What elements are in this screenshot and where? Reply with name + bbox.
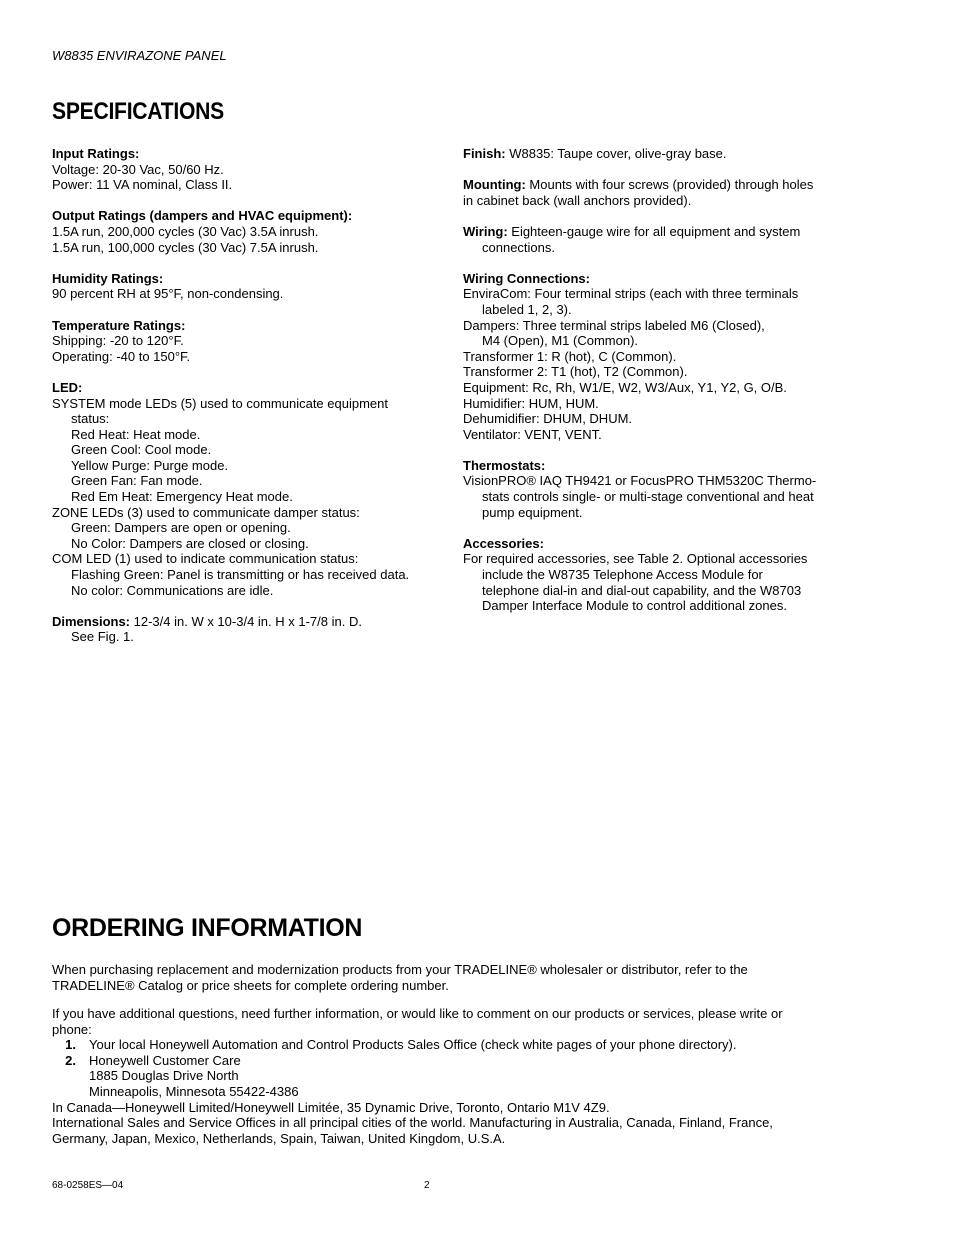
paragraph-line: When purchasing replacement and modernization products from your TRADELINE® wholesaler or distributor, refer to the (52, 962, 748, 977)
paragraph-line: TRADELINE® Catalog or price sheets for complete ordering number. (52, 977, 449, 993)
spec-line: connections. (482, 239, 555, 255)
spec-left-column (52, 146, 447, 661)
dimensions-value: 12-3/4 in. W x 10-3/4 in. H x 1-7/8 in. D. (130, 613, 362, 629)
wiring-spec (463, 224, 863, 255)
international-line: International Sales and Service Offices in all principal cities of the world. Manufacturing in Australia, Canada, Finland, France, (52, 1115, 773, 1131)
numbered-item (52, 1037, 852, 1053)
item-text: Honeywell Customer Care (89, 1052, 241, 1068)
spec-line: Transformer 2: T1 (hot), T2 (Common). (463, 364, 688, 380)
spec-line: ZONE LEDs (3) used to communicate damper status: (52, 504, 360, 520)
item-text: Your local Honeywell Automation and Control Products Sales Office (check white pages of your phone directory). (89, 1037, 737, 1053)
spec-line: Operating: -40 to 150°F. (52, 348, 191, 364)
spec-line: Green: Dampers are open or opening. (71, 520, 291, 536)
address-line: Minneapolis, Minnesota 55422-4386 (89, 1083, 299, 1099)
spec-line: Dehumidifier: DHUM, DHUM. (463, 411, 633, 427)
address-line: 1885 Douglas Drive North (89, 1068, 239, 1084)
humidity-ratings (52, 271, 447, 302)
running-header: W8835 ENVIRAZONE PANEL (52, 48, 227, 63)
output-ratings (52, 208, 447, 255)
page-number: 2 (424, 1180, 430, 1191)
spec-line: VisionPRO® IAQ TH9421 or FocusPRO THM5320C Thermo- (463, 473, 817, 489)
spec-line: Red Heat: Heat mode. (71, 426, 201, 442)
wiring-connections-spec (463, 271, 863, 443)
spec-line: For required accessories, see Table 2. Optional accessories (463, 551, 808, 567)
spec-line: include the W8735 Telephone Access Module for (482, 567, 763, 583)
accessories-spec (463, 536, 863, 614)
spec-line: Power: 11 VA nominal, Class II. (52, 177, 233, 193)
wiring-connections-heading: Wiring Connections: (463, 270, 590, 286)
international-line: Germany, Japan, Mexico, Netherlands, Spain, Taiwan, United Kingdom, U.S.A. (52, 1130, 506, 1146)
spec-line: See Fig. 1. (71, 629, 134, 645)
ordering-paragraph-1 (52, 962, 852, 993)
dimensions-label: Dimensions: (52, 613, 131, 629)
led-spec (52, 380, 447, 598)
spec-line: pump equipment. (482, 504, 583, 520)
spec-line: labeled 1, 2, 3). (482, 301, 572, 317)
paragraph-line: If you have additional questions, need further information, or would like to comment on our products or services, please write or (52, 1006, 783, 1021)
wiring-label: Wiring: (463, 223, 508, 239)
spec-line: 1.5A run, 100,000 cycles (30 Vac) 7.5A inrush. (52, 239, 319, 255)
spec-line: in cabinet back (wall anchors provided). (463, 192, 692, 208)
paragraph-line: phone: (52, 1021, 92, 1037)
spec-line: Red Em Heat: Emergency Heat mode. (71, 489, 293, 505)
specifications-title: SPECIFICATIONS (52, 98, 224, 125)
numbered-item (52, 1053, 852, 1069)
spec-line: 90 percent RH at 95°F, non-condensing. (52, 286, 284, 302)
ordering-paragraph-2 (52, 1006, 852, 1146)
finish-value: W8835: Taupe cover, olive-gray base. (505, 146, 727, 161)
spec-line: telephone dial-in and dial-out capability, and the W8703 (482, 582, 802, 598)
spec-line: stats controls single- or multi-stage conventional and heat (482, 489, 814, 505)
ordering-information-title: ORDERING INFORMATION (52, 914, 363, 942)
spec-line: SYSTEM mode LEDs (5) used to communicate equipment (52, 395, 388, 411)
spec-line: M4 (Open), M1 (Common). (482, 333, 639, 349)
spec-line: Yellow Purge: Purge mode. (71, 457, 229, 473)
spec-line: EnviraCom: Four terminal strips (each with three terminals (463, 286, 799, 302)
thermostats-heading: Thermostats: (463, 457, 546, 473)
spec-line: Voltage: 20-30 Vac, 50/60 Hz. (52, 161, 224, 177)
item-number: 1. (65, 1037, 76, 1053)
temperature-ratings-heading: Temperature Ratings: (52, 317, 186, 333)
spec-line: Dampers: Three terminal strips labeled M6 (Closed), (463, 317, 765, 333)
spec-line: No Color: Dampers are closed or closing. (71, 535, 309, 551)
input-ratings (52, 146, 447, 193)
spec-line: Flashing Green: Panel is transmitting or has received data. (71, 567, 410, 583)
mounting-label: Mounting: (463, 177, 526, 193)
humidity-ratings-heading: Humidity Ratings: (52, 270, 164, 286)
finish-label: Finish: (463, 146, 506, 161)
wiring-value: Eighteen-gauge wire for all equipment and system (507, 223, 801, 239)
led-heading: LED: (52, 379, 83, 395)
spec-line: Transformer 1: R (hot), C (Common). (463, 348, 677, 364)
input-ratings-heading: Input Ratings: (52, 146, 140, 161)
spec-line: Green Cool: Cool mode. (71, 442, 212, 458)
thermostats-spec (463, 458, 863, 520)
spec-right-column (463, 146, 863, 629)
spec-line: 1.5A run, 200,000 cycles (30 Vac) 3.5A inrush. (52, 223, 319, 239)
spec-line: status: (71, 411, 110, 427)
spec-line: COM LED (1) used to indicate communication status: (52, 551, 359, 567)
item-number: 2. (65, 1052, 76, 1068)
mounting-spec (463, 177, 863, 208)
dimensions-spec (52, 614, 447, 645)
spec-line: Ventilator: VENT, VENT. (463, 426, 602, 442)
temperature-ratings (52, 318, 447, 365)
spec-line: Humidifier: HUM, HUM. (463, 395, 599, 411)
accessories-heading: Accessories: (463, 535, 544, 551)
output-ratings-heading: Output Ratings (dampers and HVAC equipment): (52, 208, 353, 224)
spec-line: Damper Interface Module to control additional zones. (482, 598, 787, 614)
spec-line: Equipment: Rc, Rh, W1/E, W2, W3/Aux, Y1, Y2, G, O/B. (463, 379, 787, 395)
finish-spec (463, 146, 863, 162)
spec-line: Shipping: -20 to 120°F. (52, 333, 184, 349)
canada-line: In Canada—Honeywell Limited/Honeywell Limitée, 35 Dynamic Drive, Toronto, Ontario M1V 4Z9. (52, 1099, 610, 1115)
spec-line: Green Fan: Fan mode. (71, 473, 203, 489)
mounting-value: Mounts with four screws (provided) through holes (525, 177, 814, 193)
document-number: 68-0258ES—04 (52, 1180, 124, 1191)
spec-line: No color: Communications are idle. (71, 582, 274, 598)
